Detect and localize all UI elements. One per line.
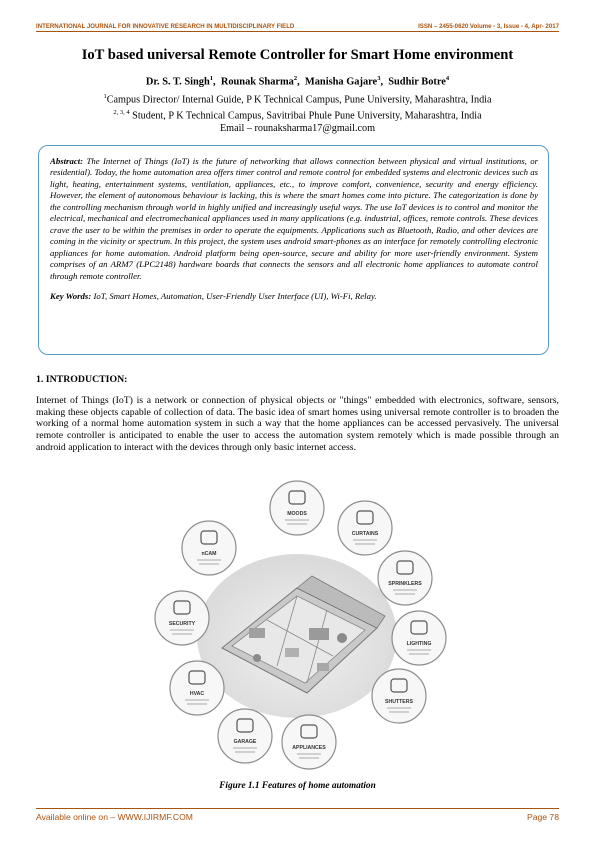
paper-title: IoT based universal Remote Controller for Smart Home environment (81, 47, 514, 63)
feature-bubble-security (155, 591, 209, 645)
author-name: Dr. S. T. Singh (145, 76, 210, 88)
page-footer (36, 812, 559, 822)
figure-caption: Figure 1.1 Features of home automation (219, 781, 376, 791)
feature-bubble-sprinklers (378, 551, 432, 605)
author-list: Dr. S. T. Singh$^1$, Rounak Sharma$^2$, Manisha Gajare$^3$, Sudhir Botre$^4$ (145, 75, 450, 88)
affiliation-2 (0, 109, 595, 121)
abstract-label: Abstract: (50, 156, 84, 166)
footer-rule (36, 808, 559, 809)
keywords (50, 291, 538, 302)
abstract-box (38, 145, 549, 355)
author-name: Manisha Gajare (304, 76, 378, 88)
feature-label: nCAM (201, 551, 217, 557)
author-sup: 1 (209, 75, 214, 82)
author-sup: 3 (377, 75, 381, 82)
abstract-text: The Internet of Things (IoT) is the future of networking that allows connection between physical and virtual institutions, or residential). Today, the home automation area offers timer control and remote control for embedded systems and electronic devices such as light, heating, entertainment systems, ventilation, appliances, etc., to improve comfort, convenience, security and energy efficiency. However, the element of autonomous behaviour is lacking, this is where the smart homes come into picture. The categorization is done by the controlling mechanism through world in highly unified and increasingly useful ways. The use IoT devices is to control and monitor the electrical, mechanical and electromechanical appliances used in many applications (e.g. industrial, offices, remote controls. These devices crave the user to be within the premises in order to operate the equipments. Applications such as Bluetooth, Radio, and other devices are coming in the vicinity or spectrum. In this project, the system uses android smart-phones as an interface for remotely controlling electronic appliances for home automation. Android platform being open-source, secure and ability for more user-friendly environment. System comprises of an ARM7 (LPC2148) hardware boards that connects the sensors and all electronic home appliances to automate control through remote controller. (50, 156, 538, 281)
footer-website: Available online on – WWW.IJIRMF.COM (36, 812, 193, 822)
feature-bubble-garage (218, 709, 272, 763)
issn-info: ISSN – 2455-0620 Volume - 3, Issue - 4, Apr- 2017 (418, 23, 559, 30)
feature-bubble-shutters (372, 669, 426, 723)
running-header (36, 18, 559, 30)
author-email: Email – rounaksharma17@gmail.com (219, 123, 376, 134)
affiliation-sup: 1 (103, 93, 107, 100)
journal-name: INTERNATIONAL JOURNAL FOR INNOVATIVE RESEARCH IN MULTIDISCIPLINARY FIELD (36, 23, 295, 30)
affiliation-text: Campus Director/ Internal Guide, P K Technical Campus, Pune University, Maharashtra, India (106, 94, 492, 106)
header-rule (36, 31, 559, 32)
feature-bubble-curtains (338, 501, 392, 555)
feature-bubble-moods (270, 481, 324, 535)
feature-bubble-ncam (182, 521, 236, 575)
affiliation-1 (0, 93, 595, 105)
abstract (50, 156, 538, 282)
section-heading: 1. INTRODUCTION: (36, 374, 128, 385)
keywords-text: IoT, Smart Homes, Automation, User-Friendly User Interface (UI), Wi-Fi, Relay. (93, 290, 377, 301)
feature-label: GARAGE (233, 739, 257, 745)
feature-label: SECURITY (168, 621, 196, 627)
feature-label: MOODS (287, 511, 307, 517)
keywords-label: Key Words: (50, 290, 92, 301)
feature-bubble-appliances (282, 715, 336, 769)
feature-label: APPLIANCES (292, 745, 326, 751)
author-name: Rounak Sharma (220, 76, 294, 88)
affiliation-text: Student, P K Technical Campus, Savitribai Phule Pune University, Maharashtra, India (132, 110, 482, 122)
feature-label: CURTAINS (351, 531, 379, 537)
author-sup: 2 (293, 75, 298, 82)
feature-label: LIGHTING (406, 641, 432, 647)
author-name: Sudhir Botre (388, 76, 446, 88)
feature-bubble-lighting (392, 611, 446, 665)
feature-bubble-hvac (170, 661, 224, 715)
feature-label: SHUTTERS (385, 699, 413, 705)
figure-diagram (137, 478, 457, 772)
affiliation-sup: 2, 3, 4 (113, 109, 130, 116)
feature-label: HVAC (189, 691, 205, 697)
house-illustration (197, 554, 397, 718)
page-number: Page 78 (526, 812, 559, 822)
feature-label: SPRINKLERS (388, 581, 422, 587)
home-automation-figure (137, 478, 457, 772)
author-sup: 4 (445, 75, 450, 82)
intro-paragraph: Internet of Things (IoT) is a network or connection of physical objects or "things" embedded with electronics, software, sensors, making these objects capable of collection of data. The basic idea of smart homes using universal remote controller is to broaden the working of a normal home automation system in such a way that the home appliances can be accessed pervasively. The universal remote controller is anticipated to enable the user to access the automation system remotely which is made possible through an android application to interact with the devices through only basic internet access. (36, 395, 559, 453)
